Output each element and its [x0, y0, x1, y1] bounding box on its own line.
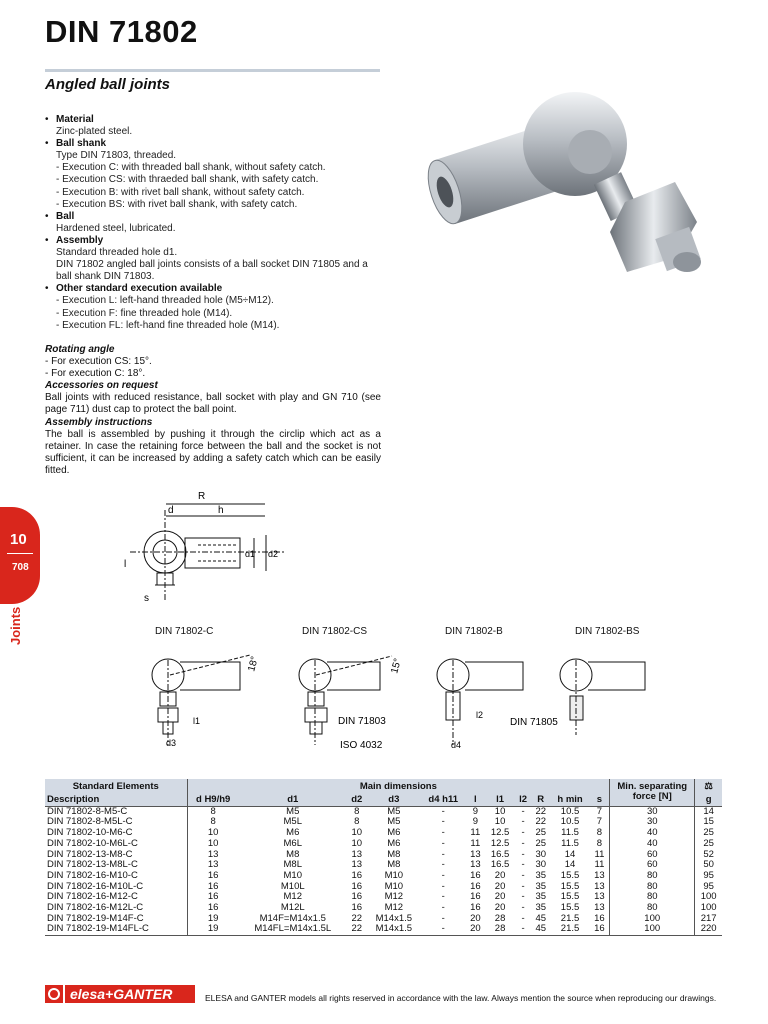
table-cell: 22 — [535, 805, 547, 817]
table-cell: 80 — [610, 871, 695, 882]
table-cell: 16 — [351, 869, 363, 881]
table-cell: 25 — [535, 827, 547, 839]
table-cell: 30 — [535, 859, 547, 871]
spec-heading: Ball shank — [56, 138, 107, 150]
table-cell: 14 — [695, 806, 722, 817]
dim-label-l2: l2 — [476, 710, 484, 720]
tab-divider — [7, 553, 33, 554]
product-photo — [415, 82, 715, 282]
table-cell: - — [441, 816, 445, 828]
table-cell: 15.5 — [560, 869, 580, 881]
table-cell: DIN 71802-13-M8L-C — [47, 859, 138, 871]
table-row — [45, 849, 722, 860]
spec-line: Type DIN 71803, threaded. — [56, 150, 177, 162]
table-row — [45, 882, 722, 893]
table-cell: 20 — [494, 880, 506, 892]
table-row — [45, 828, 722, 839]
table-cell: 100 — [610, 914, 695, 925]
table-cell: 16 — [470, 901, 481, 913]
table-row — [45, 860, 722, 871]
section-text: Ball joints with reduced resistance, ball socket with play and GN 710 (see page 711) dust cap to protect the ball point. — [45, 392, 381, 416]
table-cell: 45 — [531, 924, 550, 935]
table-header: Description — [45, 795, 187, 806]
table-cell: - — [441, 901, 445, 913]
table-cell: 22 — [351, 912, 363, 924]
table-cell: 100 — [695, 892, 722, 903]
table-cell: DIN 71802-13-M8-C — [47, 848, 133, 860]
table-cell: - — [521, 848, 525, 860]
table-cell: - — [521, 880, 525, 892]
table-cell: M14x1.5 — [367, 924, 421, 935]
table-cell: 95 — [695, 882, 722, 893]
dim-label-l1: l1 — [193, 716, 201, 726]
table-cell: 8 — [187, 817, 239, 828]
table-cell: 21.5 — [560, 912, 580, 924]
table-cell: - — [521, 837, 525, 849]
table-cell: 11 — [594, 859, 605, 871]
main-drawing — [120, 485, 290, 605]
table-row — [45, 924, 722, 935]
table-cell: 16 — [187, 882, 239, 893]
table-cell: 95 — [695, 871, 722, 882]
spec-line: Zinc-plated steel. — [56, 126, 133, 138]
dim-label-l: l — [124, 559, 127, 570]
spec-list: • Material Zinc-plated steel. • Ball shank Type DIN 71803, threaded. - Execution C: with threaded ball shank, without safety catch. - Execution CS: with thraeded ball shank, with safety catch. - Execution B: with rivet ball shank, without safety catch. - Execution BS: with rivet ball shank, with safety catch. • Ball Hardened steel, lubricated. • Assembly Standard threaded hole d1. DIN 71802 angled ball joints consists of a ball socket DIN 71805 and a ball shank DIN 71803. • Other standard execution available - Execution L: left-hand threaded hole (M5÷M12). - Execution F: fine threaded hole (M14). - Execution FL: left-hand fine threaded hole (M14). — [45, 114, 381, 332]
spec-line: Hardened steel, lubricated. — [56, 222, 176, 234]
dim-label-d3: d3 — [166, 738, 177, 748]
table-row — [45, 839, 722, 850]
table-cell: 25 — [535, 837, 547, 849]
table-cell: 22 — [535, 816, 547, 828]
brand-logo — [45, 984, 195, 1011]
table-cell: 40 — [610, 839, 695, 850]
table-cell: M5 — [387, 805, 401, 817]
table-cell: M14x1.5 — [375, 912, 413, 924]
table-group-force: Min. separating force [N] — [610, 779, 695, 806]
table-cell: 15.5 — [560, 901, 580, 913]
title-divider — [45, 69, 380, 72]
table-header: d3 — [367, 795, 421, 806]
table-cell: - — [441, 869, 445, 881]
table-cell: 13 — [594, 901, 605, 913]
callout-din71805: DIN 71805 — [510, 717, 558, 728]
callout-din71803: DIN 71803 — [338, 716, 386, 727]
table-cell: 50 — [695, 860, 722, 871]
dim-label-d1: d1 — [245, 549, 256, 559]
table-header: d2 — [347, 795, 367, 806]
table-cell: M14F=M14x1.5 — [259, 912, 326, 924]
table-row — [45, 817, 722, 828]
section-line: - For execution C: 18°. — [45, 368, 146, 380]
table-header: l2 — [515, 795, 531, 806]
table-cell: 16 — [187, 903, 239, 914]
table-cell: M5 — [387, 816, 401, 828]
page-number: 708 — [12, 562, 29, 573]
table-cell: 8 — [354, 816, 360, 828]
table-cell: 21.5 — [550, 924, 589, 935]
table-cell: 52 — [695, 849, 722, 860]
table-cell: M12L — [280, 901, 305, 913]
table-cell: - — [441, 880, 445, 892]
table-cell: 220 — [695, 924, 722, 935]
table-cell: 10.5 — [560, 805, 580, 817]
table-cell: 20 — [494, 869, 506, 881]
table-cell: - — [521, 816, 525, 828]
variant-label-cs: DIN 71802-CS — [302, 626, 368, 637]
table-cell: 35 — [535, 869, 547, 881]
table-header: d1 — [239, 795, 347, 806]
table-cell: 16 — [590, 924, 610, 935]
table-cell: 8 — [187, 806, 239, 817]
table-cell: 8 — [354, 805, 360, 817]
table-group-main: Main dimensions — [187, 779, 610, 795]
table-cell: 8 — [596, 837, 603, 849]
table-cell: 7 — [596, 816, 603, 828]
spec-line: - Execution B: with rivet ball shank, without safety catch. — [56, 186, 305, 198]
table-cell: 12.5 — [490, 827, 510, 839]
table-cell: 11 — [594, 848, 605, 860]
dim-label-R: R — [198, 491, 206, 502]
table-cell: M10 — [283, 869, 302, 881]
dim-label-h: h — [218, 505, 224, 516]
table-cell: 28 — [494, 912, 506, 924]
table-cell: DIN 71802-16-M12L-C — [47, 901, 144, 913]
table-header: l1 — [485, 795, 515, 806]
table-cell: M10 — [384, 869, 404, 881]
table-cell: 16 — [351, 901, 363, 913]
table-cell: 25 — [695, 828, 722, 839]
table-cell: - — [521, 891, 525, 903]
table-cell: 16 — [470, 891, 481, 903]
variant-label-c: DIN 71802-C — [155, 626, 214, 637]
spec-line: - Execution FL: left-hand fine threaded hole (M14). — [56, 319, 280, 331]
table-cell: M10L — [280, 880, 305, 892]
table-header: g — [695, 795, 722, 806]
table-cell: 25 — [695, 839, 722, 850]
table-cell: 20 — [494, 891, 506, 903]
table-header: h min — [550, 795, 589, 806]
table-cell: 30 — [610, 806, 695, 817]
table-cell: 9 — [472, 805, 478, 817]
table-header: R — [531, 795, 550, 806]
table-cell: 15.5 — [560, 880, 580, 892]
table-cell: 13 — [187, 849, 239, 860]
dim-label-s: s — [144, 593, 149, 604]
spec-line: - Execution BS: with rivet ball shank, with safety catch. — [56, 198, 298, 210]
table-cell: - — [521, 912, 525, 924]
table-cell: 35 — [535, 901, 547, 913]
page-subtitle: Angled ball joints — [45, 76, 171, 93]
table-cell: 40 — [610, 828, 695, 839]
table-cell: M6 — [387, 827, 401, 839]
table-cell: 10 — [494, 805, 506, 817]
table-cell: 30 — [535, 848, 547, 860]
table-cell: M12 — [283, 891, 302, 903]
table-cell: 11.5 — [561, 827, 579, 839]
table-cell: - — [521, 859, 525, 871]
table-cell: 16 — [351, 891, 363, 903]
table-cell: 16.5 — [490, 859, 510, 871]
table-cell: M12 — [384, 901, 404, 913]
chapter-tab — [0, 507, 40, 604]
table-cell: 13 — [470, 859, 481, 871]
table-cell: 19 — [187, 914, 239, 925]
section-line: - For execution CS: 15°. — [45, 356, 152, 368]
table-cell: DIN 71802-8-M5L-C — [47, 816, 133, 828]
spec-heading: Ball — [56, 210, 75, 222]
table-cell: M8 — [387, 848, 401, 860]
table-cell: 20 — [494, 901, 506, 913]
table-cell: 20 — [470, 912, 481, 924]
weight-icon: ⚖ — [695, 779, 722, 795]
table-cell: 11 — [470, 827, 481, 839]
angle-label-c: 18° — [246, 655, 261, 673]
table-cell: 13 — [594, 869, 605, 881]
table-cell: M6L — [283, 837, 302, 849]
table-cell: 11 — [470, 837, 481, 849]
table-cell: DIN 71802-16-M10-C — [47, 869, 138, 881]
table-cell: DIN 71802-19-M14FL-C — [45, 924, 187, 935]
table-cell: 16 — [470, 869, 481, 881]
notes-section — [45, 344, 381, 477]
table-cell: 14 — [564, 848, 576, 860]
table-cell: - — [441, 805, 445, 817]
table-cell: M8 — [387, 859, 401, 871]
spec-heading: Material — [56, 114, 94, 125]
table-cell: 13 — [351, 859, 363, 871]
table-cell: - — [441, 837, 445, 849]
table-cell: 45 — [535, 912, 547, 924]
table-cell: 217 — [695, 914, 722, 925]
table-cell: 7 — [596, 805, 603, 817]
footer-text: ELESA and GANTER models all rights reserved in accordance with the law. Always mention the source when reproducing our drawings. — [205, 993, 717, 1003]
table-cell: 13 — [470, 848, 481, 860]
spec-line: DIN 71802 angled ball joints consists of a ball socket DIN 71805 and a ball shank DIN 71803. — [56, 259, 368, 283]
table-row — [45, 806, 722, 817]
table-cell: M6 — [286, 827, 300, 839]
table-cell: 60 — [610, 860, 695, 871]
table-cell: - — [441, 827, 445, 839]
table-cell: 10 — [187, 839, 239, 850]
table-cell: DIN 71802-10-M6L-C — [47, 837, 138, 849]
table-cell: M5 — [286, 805, 300, 817]
section-title: Accessories on request — [45, 380, 158, 392]
spec-line: Standard threaded hole d1. — [56, 247, 178, 259]
table-header: l — [466, 795, 485, 806]
logo-text: elesa+GANTER — [70, 986, 173, 1002]
table-cell: 80 — [610, 882, 695, 893]
table-cell: M14FL=M14x1.5L — [239, 924, 347, 935]
section-title: Assembly instructions — [45, 416, 153, 428]
table-cell: 16 — [187, 892, 239, 903]
page-title: DIN 71802 — [45, 14, 198, 49]
spec-line: - Execution L: left-hand threaded hole (M5÷M12). — [56, 295, 274, 307]
table-cell: 16 — [594, 912, 605, 924]
table-cell: 10.5 — [560, 816, 580, 828]
spec-line: - Execution C: with threaded ball shank, without safety catch. — [56, 162, 326, 174]
table-cell: 13 — [594, 891, 605, 903]
section-title: Rotating angle — [45, 344, 115, 355]
table-cell: 20 — [466, 924, 485, 935]
table-cell: 35 — [535, 891, 547, 903]
table-cell: - — [521, 805, 525, 817]
dim-label-d2: d2 — [268, 549, 279, 559]
table-cell: - — [441, 848, 445, 860]
table-row — [45, 871, 722, 882]
dim-label-d4: d4 — [451, 740, 462, 750]
table-cell: DIN 71802-16-M12-C — [47, 891, 138, 903]
table-cell: 10 — [351, 827, 363, 839]
angle-label-cs: 15° — [389, 657, 404, 675]
variant-drawings — [140, 640, 670, 765]
table-cell: 16 — [187, 871, 239, 882]
table-header: d4 h11 — [421, 795, 466, 806]
table-cell: DIN 71802-8-M5-C — [47, 805, 128, 817]
table-cell: 28 — [485, 924, 515, 935]
variant-label-bs: DIN 71802-BS — [575, 626, 640, 637]
table-cell: 9 — [472, 816, 478, 828]
spec-line: - Execution CS: with thraeded ball shank, with safety catch. — [56, 174, 319, 186]
dim-label-d: d — [168, 505, 174, 516]
spec-heading: Assembly — [56, 234, 104, 246]
table-group-standard: Standard Elements — [45, 779, 187, 795]
table-cell: DIN 71802-16-M10L-C — [47, 880, 144, 892]
table-cell: 14 — [564, 859, 576, 871]
table-cell: 13 — [187, 860, 239, 871]
table-cell: M12 — [384, 891, 404, 903]
dimensions-table — [45, 779, 722, 936]
table-cell: M8L — [283, 859, 302, 871]
table-cell: 16 — [351, 880, 363, 892]
table-cell: M8 — [286, 848, 300, 860]
table-cell: DIN 71802-10-M6-C — [47, 827, 133, 839]
table-cell: 80 — [610, 903, 695, 914]
table-cell: 13 — [594, 880, 605, 892]
table-cell: 22 — [347, 924, 367, 935]
table-row — [45, 903, 722, 914]
table-cell: M10 — [384, 880, 404, 892]
table-cell: 80 — [610, 892, 695, 903]
table-cell: 10 — [187, 828, 239, 839]
spec-line: - Execution F: fine threaded hole (M14). — [56, 307, 233, 319]
table-cell: - — [521, 901, 525, 913]
table-cell: 8 — [596, 827, 603, 839]
table-cell: M6 — [387, 837, 401, 849]
table-cell: - — [521, 869, 525, 881]
table-cell: - — [441, 859, 445, 871]
table-cell: - — [441, 912, 445, 924]
table-cell: 35 — [535, 880, 547, 892]
table-cell: 16 — [470, 880, 481, 892]
spec-heading: Other standard execution available — [56, 283, 223, 295]
table-cell: 30 — [610, 817, 695, 828]
table-cell: 11.5 — [561, 837, 579, 849]
table-row — [45, 892, 722, 903]
table-cell: 15.5 — [560, 891, 580, 903]
table-cell: 60 — [610, 849, 695, 860]
table-cell: 19 — [187, 924, 239, 935]
table-header: s — [590, 795, 610, 806]
table-cell: M5L — [283, 816, 302, 828]
table-cell: 13 — [351, 848, 363, 860]
table-cell: 100 — [695, 903, 722, 914]
callout-iso4032: ISO 4032 — [340, 740, 383, 751]
table-cell: DIN 71802-19-M14F-C — [47, 912, 144, 924]
chapter-number: 10 — [10, 531, 27, 548]
table-cell: - — [515, 924, 531, 935]
table-cell: 10 — [351, 837, 363, 849]
table-cell: 100 — [610, 924, 695, 935]
table-cell: 10 — [494, 816, 506, 828]
table-header: d H9/h9 — [187, 795, 239, 806]
table-cell: - — [421, 924, 466, 935]
table-cell: 16.5 — [490, 848, 510, 860]
table-cell: - — [521, 827, 525, 839]
section-label: Joints — [8, 606, 23, 645]
variant-label-b: DIN 71802-B — [445, 626, 503, 637]
table-cell: - — [441, 891, 445, 903]
section-text: The ball is assembled by pushing it through the circlip which act as a retainer. In case the retaining force between the ball and the socket is not sufficient, it can be increased by adding a safety catch which can be easily fitted. — [45, 428, 381, 476]
table-cell: 15 — [695, 817, 722, 828]
table-cell: 12.5 — [490, 837, 510, 849]
